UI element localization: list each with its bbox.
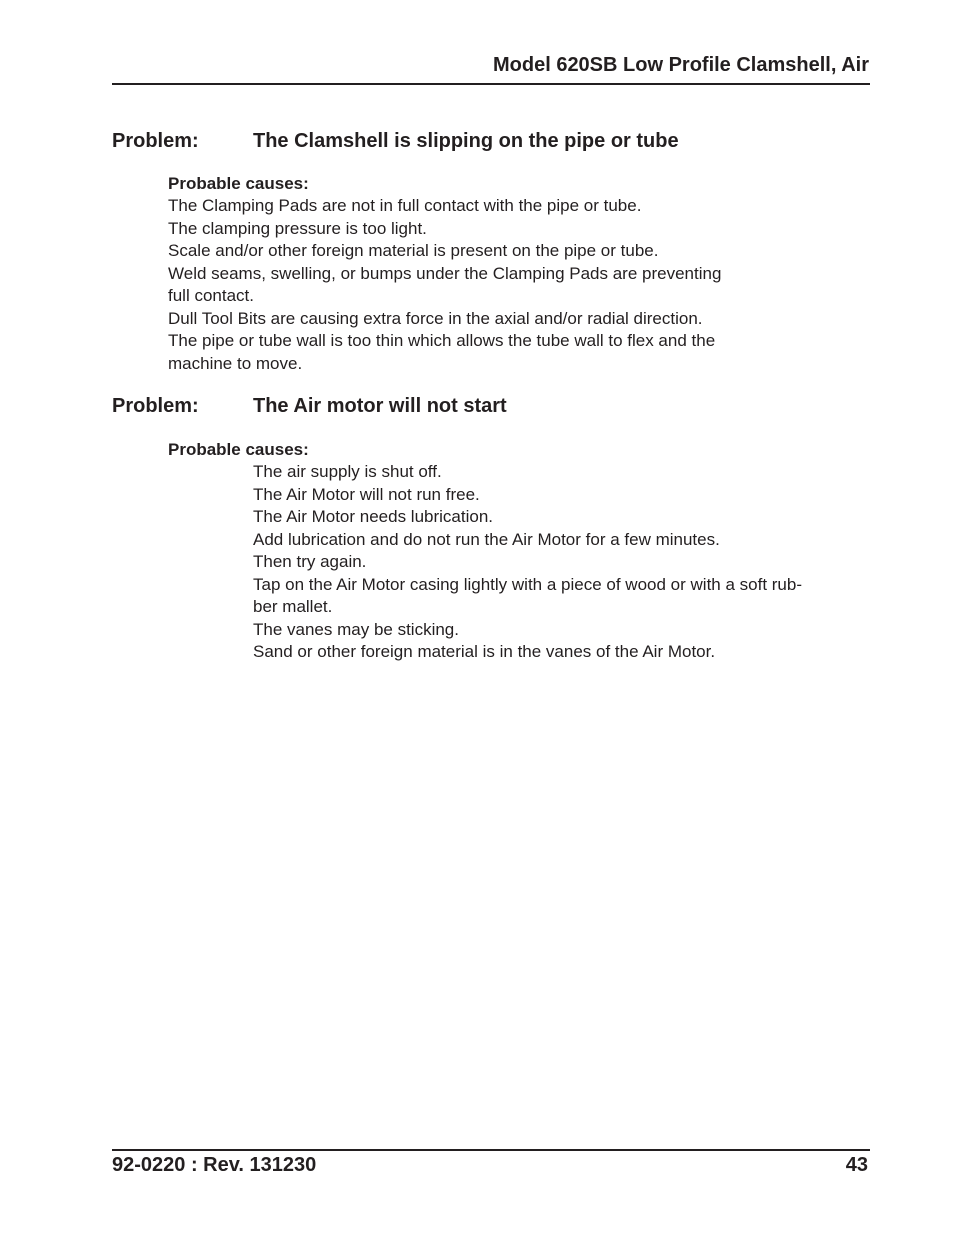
cause-line: The Air Motor will not run free. bbox=[253, 484, 480, 504]
cause-line: Scale and/or other foreign material is present on the pipe or tube. bbox=[168, 241, 659, 260]
cause-line: full contact. bbox=[168, 286, 254, 305]
header-rule bbox=[112, 83, 870, 85]
footer-rule bbox=[112, 1149, 870, 1151]
cause-line: Sand or other foreign material is in the vanes of the Air Motor. bbox=[253, 642, 716, 661]
cause-line: The clamping pressure is too light. bbox=[168, 218, 427, 238]
cause-line: Dull Tool Bits are causing extra force in the axial and/or radial direction. bbox=[168, 308, 703, 328]
cause-line: The air supply is shut off. bbox=[253, 462, 442, 481]
problem-title: The Air motor will not start bbox=[253, 395, 507, 417]
cause-line: The Air Motor needs lubrication. bbox=[253, 507, 494, 526]
cause-line: Then try again. bbox=[253, 552, 367, 571]
cause-line: The Clamping Pads are not in full contact with the pipe or tube. bbox=[168, 196, 642, 215]
cause-line: Weld seams, swelling, or bumps under the Clamping Pads are preventing bbox=[168, 263, 722, 283]
problem-label: Problem: bbox=[112, 395, 199, 417]
problem-title: The Clamshell is slipping on the pipe or tube bbox=[253, 130, 679, 152]
probable-causes-label: Probable causes: bbox=[168, 440, 309, 459]
probable-causes-label: Probable causes: bbox=[168, 174, 309, 193]
cause-line: ber mallet. bbox=[253, 597, 333, 616]
cause-list-2 bbox=[253, 461, 802, 664]
problem-label: Problem: bbox=[112, 130, 199, 152]
cause-line: The pipe or tube wall is too thin which allows the tube wall to flex and the bbox=[168, 331, 716, 350]
document-header-title: Model 620SB Low Profile Clamshell, Air bbox=[492, 54, 869, 76]
cause-line: machine to move. bbox=[168, 353, 303, 373]
page-number: 43 bbox=[845, 1154, 868, 1176]
cause-line: Tap on the Air Motor casing lightly with a piece of wood or with a soft rub- bbox=[253, 574, 802, 594]
cause-line: The vanes may be sticking. bbox=[253, 619, 459, 639]
cause-list-1 bbox=[168, 195, 721, 375]
cause-line: Add lubrication and do not run the Air Motor for a few minutes. bbox=[253, 529, 720, 549]
document-revision: 92-0220 : Rev. 131230 bbox=[112, 1154, 317, 1176]
